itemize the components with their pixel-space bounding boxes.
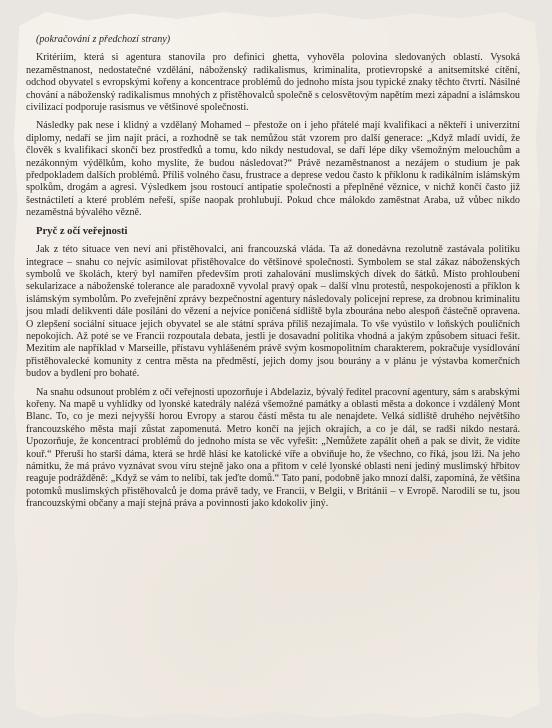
section-heading: Pryč z očí veřejnosti: [36, 225, 128, 237]
paragraph-4: Na snahu odsunout problém z očí veřejnosti upozorňuje i Abdelaziz, bývalý ředitel pracovní agentury, sám s arabskými kořeny. Na mapě u vyhlídky od lyonské katedrály nalézá všemožné památky a oblasti města a dokonce i vzdálený Mont Blanc. To, co je mezi nejvyšší horou Evropy a starou částí města tu ale nenajdete. Velká sídliště druhého největšího francouzského města mají zůstat zapomenutá. Metro končí na jejich okrajích, a co je dál, se radši nikdo nestará. Upozorňuje, že koncentrací problémů do jednoho místa se věc vyřešit: „Nemůžete zapálit oheň a pak se divit, že vidíte kouř.“ Přeruší ho starší dáma, která se hrdě hlásí ke katolické víře a obviňuje ho, že všechno, co říká, jsou lži. Na jeho námitku, že má právo vyznávat svou víru stejně jako ona a přitom v celé lyonské oblasti není jediný muslimský hřbitov reaguje podrážděně: „Když se vám to nelíbí, tak jeďte domů.“ Tato paní, podobně jako mnozí další, zapomíná, že většina potomků muslimských přistěhovalců je doma právě tady, ve Francii, v Belgii, v Británii – v Evropě. Narodili se tu, jsou francouzskými občany a mají stejná práva a povinnosti jako kdokoliv jiný.: [26, 386, 520, 510]
paragraph-1: Kritériím, která si agentura stanovila pro definici ghetta, vyhověla polovina sledovaných oblastí. Vysoká nezaměstnanost, nedostatečné vzdělání, náboženský radikalismus, kriminalita, protievropské a anitsemitské cítění, odchod obyvatel s evropskými kořeny a koncentrace problémů do jednoho místa jsou typické znaky těchto čtvrtí. Násilné chování a náboženský radikalismus mnohých z přistěhovalců společně s celosvětovým napětím mezi západní a islámskou civilizací podporuje rasismus ve většinové společnosti.: [26, 52, 520, 114]
article-body: [26, 34, 520, 517]
continued-note: (pokračování z předchozí strany): [36, 34, 171, 45]
paragraph-3: Jak z této situace ven neví ani přistěhovalci, ani francouzská vláda. Ta až donedávna rezolutně zastávala politiku integrace – snahu co nejvíc asimilovat přistěhovalce do většinové společnosti. Symbolem se stal zákaz náboženských symbolů ve školách, který byl namířen především proti zahalování muslimských dívek do šátků. Místo prohloubení sekularizace a náboženské tolerance ale paradoxně vyvolal pravý opak – další vlnu protestů, nespokojenosti a příklon k islámským symbolům. Po zveřejnění zprávy bezpečnostní agentury následovaly policejní represe, za drobnou kriminalitu jsou mladí delikventi dále posíláni do vězení a nejvíce poničená sídliště byla zbourána nebo alespoň částečně opravena. O zlepšení sociální situace jejich obyvatel se ale státní správa příliš nezajímala. To vše vyústilo v loňských pouličních nepokojích. Až poté se ve Francii rozpoutala debata, jestli je dosavadní politika vhodná a jakým způsobem situaci řešit. Mezitím ale například v Marseille, přístavu vyhlášeném právě svým kosmopolitním charakterem, pokračuje vysídlování přistěhovalecké komunity z centra města na předměstí, jejich domy jsou bourány a v plánu je výstavba komerčních budov a bydlení pro bohaté.: [26, 244, 520, 380]
paragraph-2: Následky pak nese i klidný a vzdělaný Mohamed – přestože on i jeho přátelé mají kvalifikaci a někteří i univerzitní diplomy, nedaří se jim najít práci, a rozhodně se tak nemůžou stát vzorem pro další generace: „Když mladí uvidí, že člověk s kvalifikací skončí bez prostředků a tomu, kdo nikdy nestudoval, se daří lépe díky všemožným melouchům a nezákonným výdělkům, koho myslíte, že budou následovat?“ Právě nezaměstnanost a nezájem o studium je pak předpokladem dalších problémů. Příliš volného času, frustrace a deprese vedou často k příklonu k radikálním islámským spolkům, drogám a agresi. Výsledkem jsou rostoucí antipatie společnosti a přeplněné věznice, v nichž končí často již šestnáctiletí a které problém neřeší, spíše naopak prohlubují. Pokud chce málokdo zaměstnat Araba, už vůbec nikdo nezaměstná bývalého vězně.: [26, 120, 520, 219]
